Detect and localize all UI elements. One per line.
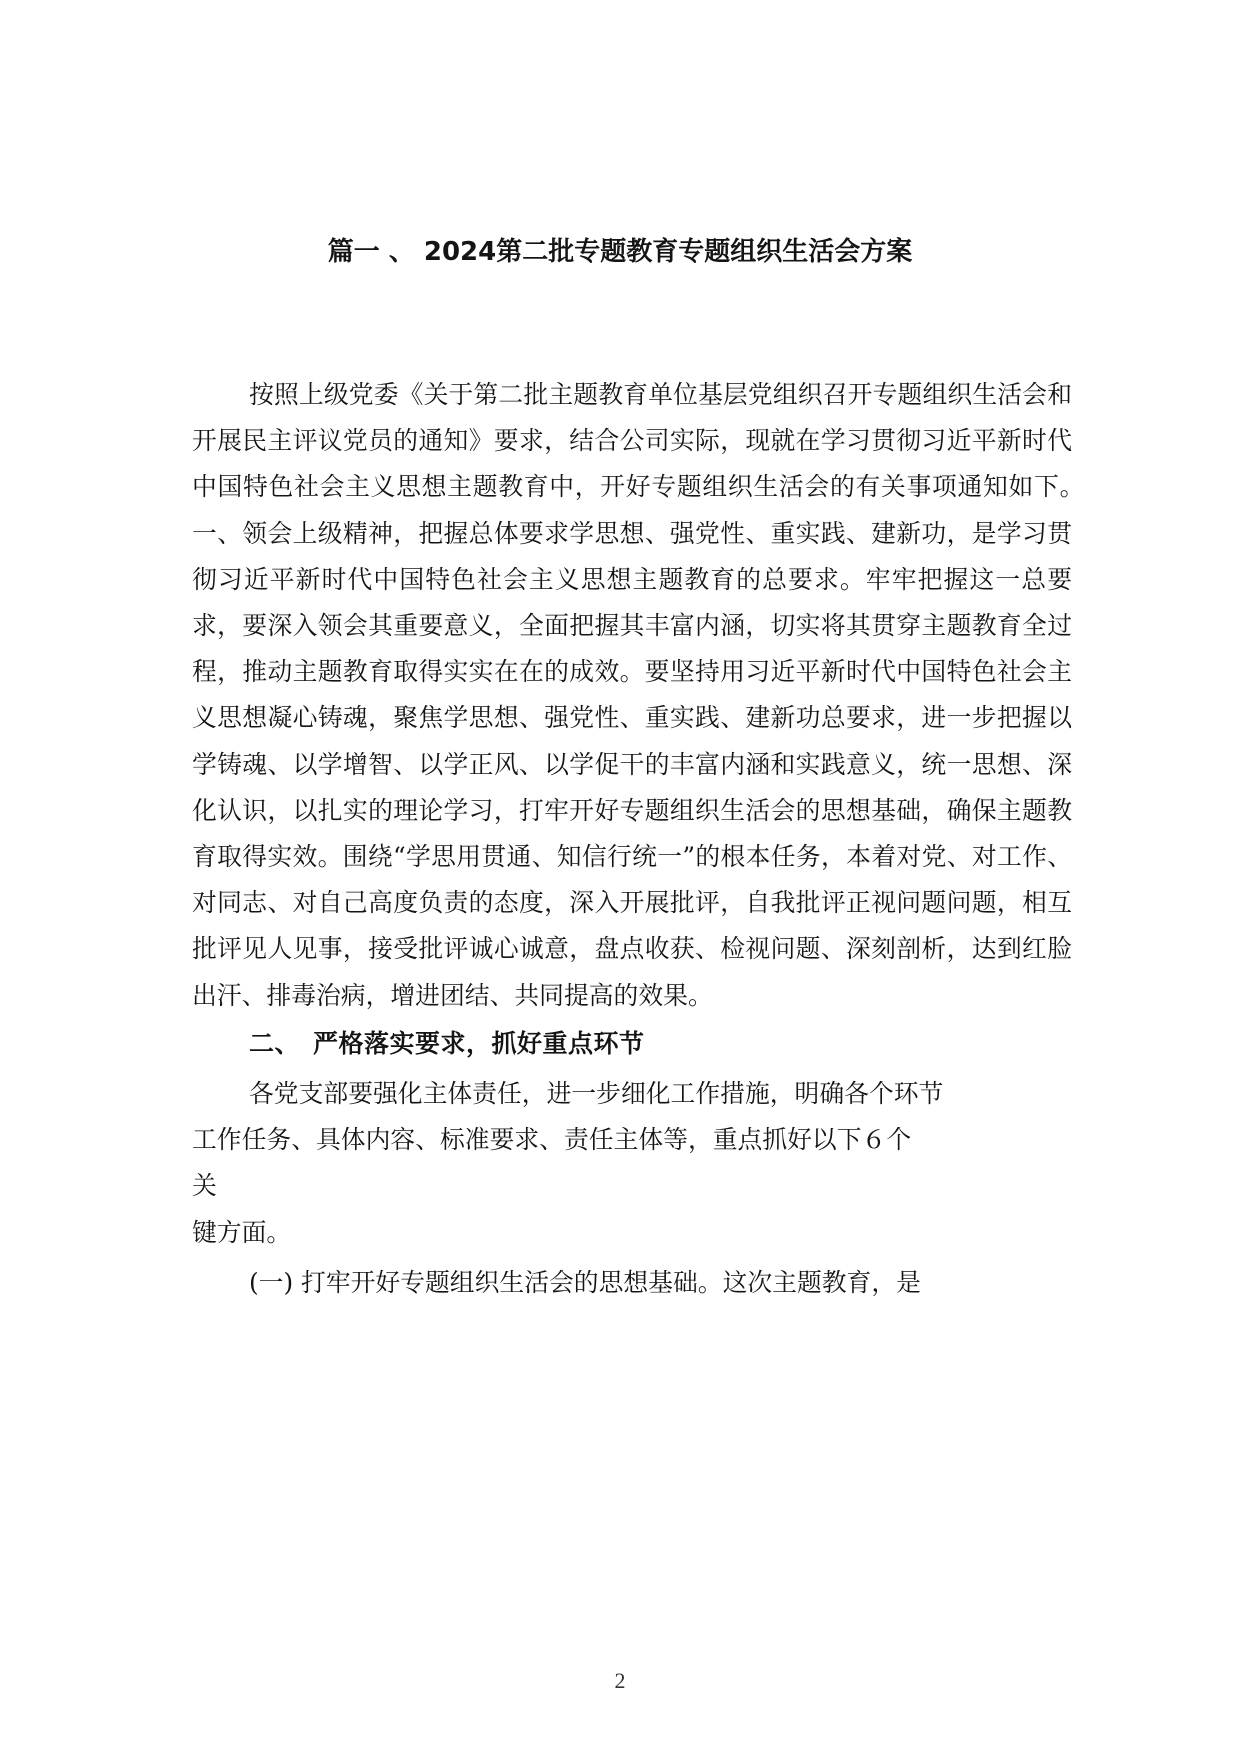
- paragraph-notice: 按照上级党委《关于第二批主题教育单位基层党组织召开专题组织生活会和开展民主评议党员的通知》要求，结合公司实际，现就在学习贯彻习近平新时代中国特色社会主义思想主题教育中，开好专题组织生活会的有关事项通知如下。 一、领会上级精神，把握总体要求学思想、强党性、重实践、建新功，是学习贯彻习近平新时代中国特色社会主义思想主题教育的总要求。牢牢把握这一总要求，要深入领会其重要意义，全面把握其丰富内涵，切实将其贯穿主题教育全过程，推动主题教育取得实实在在的成效。要坚持用习近平新时代中国特色社会主义思想凝心铸魂，聚焦学思想、强党性、重实践、建新功总要求，进一步把握以学铸魂、以学增智、以学正风、以学促干的丰富内涵和实践意义，统一思想、深化认识，以扎实的理论学习，打牢开好专题组织生活会的思想基础，确保主题教育取得实效。围绕“学思用贯通、知信行统一”的根本任务，本着对党、对工作、对同志、对自己高度负责的态度，深入开展批评，自我批评正视问题问题，相互批评见人见事，接受批评诚心诚意，盘点收获、检视问题、深刻剖析，达到红脸出汗、排毒治病，增进团结、共同提高的效果。: [192, 380, 1097, 1010]
- section-heading-2: 二、 严格落实要求，抓好重点环节: [249, 1028, 645, 1058]
- document-body: [192, 372, 1097, 1306]
- paragraph-requirements-line-1: 各党支部要强化主体责任，进一步细化工作措施，明确各个环节: [249, 1079, 944, 1109]
- document-title: 篇一 、 2024第二批专题教育专题组织生活会方案: [327, 237, 913, 267]
- paragraph-item-1: (一) 打牢开好专题组织生活会的思想基础。这次主题教育，是: [249, 1267, 921, 1297]
- paragraph-requirements-line-2: 工作任务、具体内容、标准要求、责任主体等，重点抓好以下６个: [192, 1125, 912, 1155]
- paragraph-requirements-line-3: 关: [192, 1171, 217, 1201]
- page-number: 2: [614, 1668, 626, 1693]
- paragraph-requirements-line-4: 键方面。: [192, 1217, 292, 1247]
